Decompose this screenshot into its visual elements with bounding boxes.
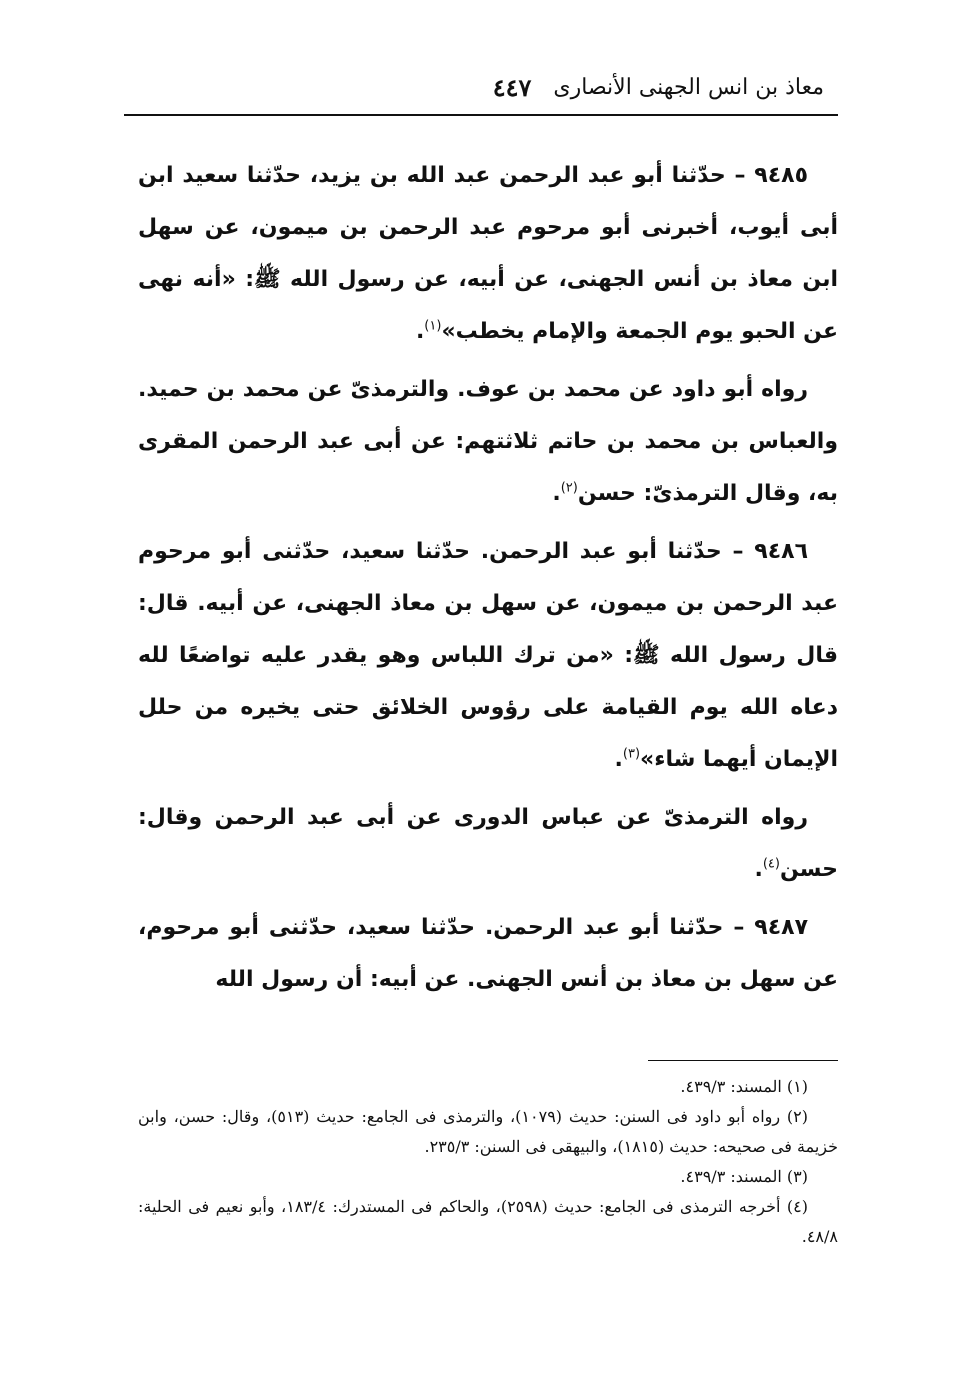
footnote-marker: (٢)	[560, 480, 578, 496]
footnote-4: (٤) أخرجه الترمذى فى الجامع: حديث (٢٥٩٨)، والحاكم فى المستدرك: ١٨٣/٤، وأبو نعيم فى الحلية: ٤٨/٨.	[138, 1197, 838, 1246]
hadith-text: – حدّثنا أبو عبد الرحمن. حدّثنا سعيد، حدّثنى أبو مرحوم، عن سهل بن معاذ بن أنس الجهنى. عن أبيه: أن رسول الله	[138, 915, 838, 992]
paragraph-end: .	[415, 319, 425, 344]
footnotes	[138, 1072, 838, 1252]
main-text	[138, 150, 838, 1012]
footnote-marker: (٣)	[622, 746, 641, 762]
hadith-9486	[138, 526, 838, 786]
narration-text: رواه أبو داود عن محمد بن عوف. والترمذىّ عن محمد بن حميد. والعباس بن محمد بن حاتم ثلاثتهم: عن أبى عبد الرحمن المقرى به، وقال الترمذىّ: حسن	[138, 377, 838, 506]
footnote-3: (٣) المسند: ٤٣٩/٣.	[680, 1167, 808, 1186]
footnote-marker: (٤)	[762, 856, 780, 872]
footnote-divider	[648, 1060, 838, 1061]
footnote-2: (٢) رواه أبو داود فى السنن: حديث (١٠٧٩)، والترمذى فى الجامع: حديث (٥١٣)، وقال: حسن، وابن خزيمة فى صحيحه: حديث (١٨١٥)، والبيهقى فى السنن: ٢٣٥/٣.	[138, 1107, 838, 1156]
hadith-9487	[138, 902, 838, 1006]
paragraph-end: .	[552, 481, 561, 506]
narration-text: رواه الترمذىّ عن عباس الدورى عن أبى عبد الرحمن وقال: حسن	[138, 805, 838, 882]
narration-note-1	[138, 364, 838, 520]
hadith-text: – حدّثنا أبو عبد الرحمن. حدّثنا سعيد، حدّثنى أبو مرحوم عبد الرحمن بن ميمون، عن سهل بن معاذ الجهنى، عن أبيه. قال: قال رسول الله ﷺ: «من ترك اللباس وهو يقدر عليه تواضعًا لله دعاه الله يوم القيامة على رؤوس الخلائق حتى يخيره من حلل الإيمان أيهما شاء»	[138, 539, 838, 772]
hadith-number: ٩٤٨٥	[754, 163, 808, 188]
header-divider	[124, 114, 838, 116]
hadith-number: ٩٤٨٧	[754, 915, 808, 940]
hadith-9485	[138, 150, 838, 358]
running-header	[130, 62, 824, 112]
hadith-number: ٩٤٨٦	[754, 539, 808, 564]
footnote-1: (١) المسند: ٤٣٩/٣.	[680, 1077, 808, 1096]
narration-note-2	[138, 792, 838, 896]
page-number: ٤٤٧	[492, 72, 532, 102]
paragraph-end: .	[614, 747, 623, 772]
footnote-marker: (١)	[424, 318, 442, 334]
hadith-text: – حدّثنا أبو عبد الرحمن عبد الله بن يزيد، حدّثنا سعيد ابن أبى أيوب، أخبرنى أبو مرحوم عبد الرحمن بن ميمون، عن سهل ابن معاذ بن أنس الجهنى، عن أبيه، عن رسول الله ﷺ: «أنه نهى عن الحبو يوم الجمعة والإمام يخطب»	[138, 163, 838, 344]
header-title: معاذ بن انس الجهنى الأنصارى	[553, 74, 824, 100]
paragraph-end: .	[754, 857, 763, 882]
